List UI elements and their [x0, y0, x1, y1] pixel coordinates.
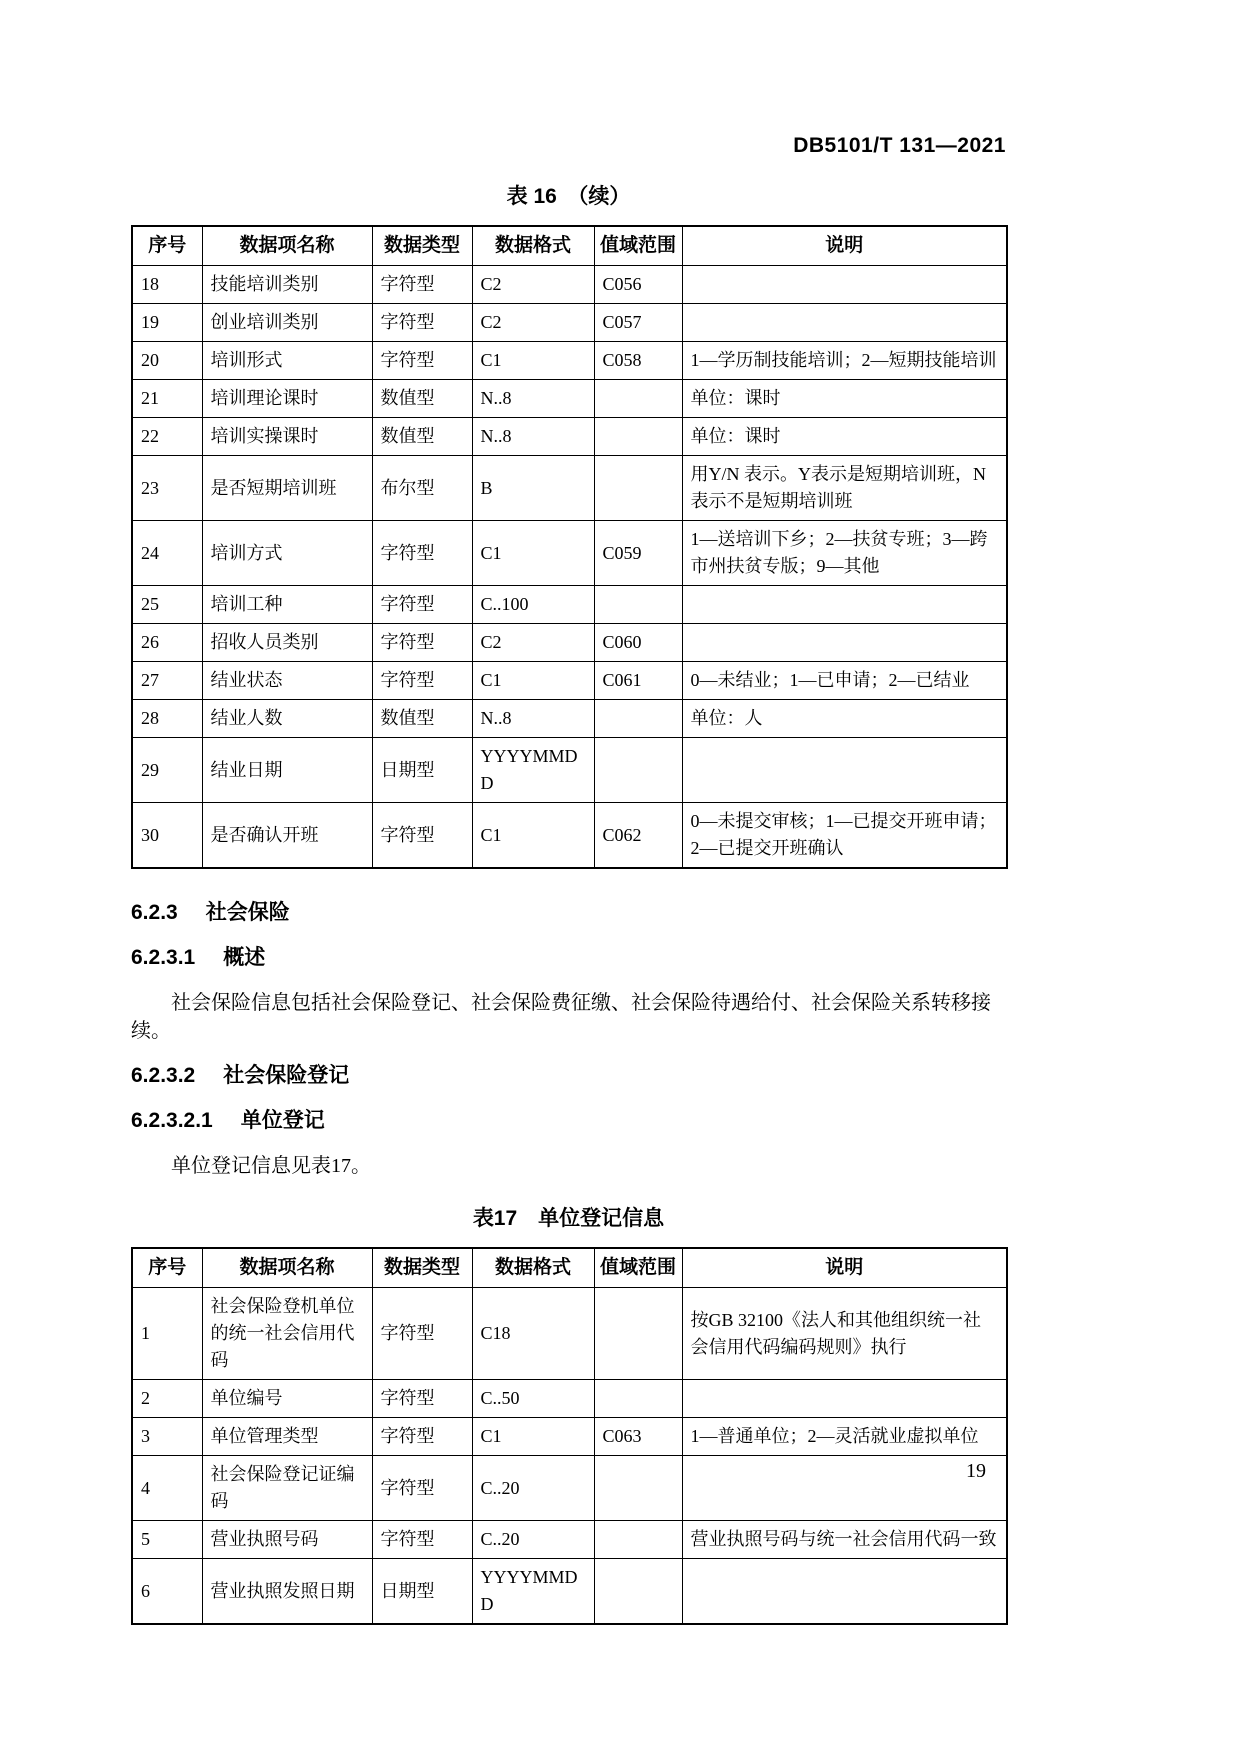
column-header: 值域范围 — [594, 226, 682, 266]
heading-6-2-3-1 — [131, 944, 1006, 972]
table-cell — [682, 1380, 1007, 1418]
table-cell: 结业状态 — [202, 662, 372, 700]
table-row — [132, 1380, 1007, 1418]
table-cell — [594, 586, 682, 624]
table-cell: 培训实操课时 — [202, 418, 372, 456]
heading-6-2-3-2 — [131, 1062, 1006, 1090]
table-cell: 日期型 — [372, 1559, 472, 1625]
table-cell: 单位：人 — [682, 700, 1007, 738]
table-cell: 技能培训类别 — [202, 266, 372, 304]
table-cell: 社会保险登机单位的统一社会信用代码 — [202, 1288, 372, 1380]
table-cell — [594, 738, 682, 803]
table17-header — [132, 1248, 1007, 1288]
table-cell: 招收人员类别 — [202, 624, 372, 662]
table-cell: C1 — [472, 662, 594, 700]
table-cell: 字符型 — [372, 662, 472, 700]
table-cell: 20 — [132, 342, 202, 380]
table-cell: 字符型 — [372, 521, 472, 586]
table-cell: 字符型 — [372, 1521, 472, 1559]
table-cell: 1—送培训下乡；2—扶贫专班；3—跨市州扶贫专版；9—其他 — [682, 521, 1007, 586]
table-cell: 字符型 — [372, 342, 472, 380]
table-cell — [594, 1288, 682, 1380]
table-cell: 21 — [132, 380, 202, 418]
table-cell: 是否短期培训班 — [202, 456, 372, 521]
table-cell: C..20 — [472, 1456, 594, 1521]
paragraph-overview: 社会保险信息包括社会保险登记、社会保险费征缴、社会保险待遇给付、社会保险关系转移接续。 — [131, 992, 991, 1042]
table-cell: 23 — [132, 456, 202, 521]
table-cell: N..8 — [472, 380, 594, 418]
table-cell: 字符型 — [372, 1288, 472, 1380]
table-cell: YYYYMMDD — [472, 738, 594, 803]
page-content — [131, 0, 1006, 1625]
table-cell: C060 — [594, 624, 682, 662]
table-cell — [682, 738, 1007, 803]
table-cell — [594, 700, 682, 738]
table-cell: 字符型 — [372, 266, 472, 304]
table-cell: 1 — [132, 1288, 202, 1380]
table-cell: 培训工种 — [202, 586, 372, 624]
table-cell: C056 — [594, 266, 682, 304]
table-cell: 27 — [132, 662, 202, 700]
table-cell — [594, 1521, 682, 1559]
column-header: 数据类型 — [372, 1248, 472, 1288]
heading-title: 社会保险 — [205, 901, 290, 924]
table-cell: 字符型 — [372, 1456, 472, 1521]
table-cell: C059 — [594, 521, 682, 586]
table-cell — [682, 266, 1007, 304]
table-cell: 29 — [132, 738, 202, 803]
table-cell: 1—普通单位；2—灵活就业虚拟单位 — [682, 1418, 1007, 1456]
table-cell: 字符型 — [372, 624, 472, 662]
table-cell: C..20 — [472, 1521, 594, 1559]
table-cell: 字符型 — [372, 1380, 472, 1418]
table-row — [132, 1418, 1007, 1456]
doc-number: DB5101/T 131—2021 — [793, 134, 1006, 157]
table-cell: C18 — [472, 1288, 594, 1380]
table-cell: 是否确认开班 — [202, 803, 372, 869]
column-header: 说明 — [682, 226, 1007, 266]
table-cell: 2 — [132, 1380, 202, 1418]
header-row — [132, 1248, 1007, 1288]
table-row — [132, 1288, 1007, 1380]
table-cell: C1 — [472, 1418, 594, 1456]
table-cell: C058 — [594, 342, 682, 380]
table-cell: 字符型 — [372, 304, 472, 342]
table-cell: 单位：课时 — [682, 418, 1007, 456]
heading-6-2-3 — [131, 899, 1006, 927]
table-cell: 6 — [132, 1559, 202, 1625]
table-cell — [682, 624, 1007, 662]
table-cell: 24 — [132, 521, 202, 586]
table-cell: 社会保险登记证编码 — [202, 1456, 372, 1521]
table-cell — [594, 1380, 682, 1418]
heading-title: 概述 — [223, 946, 266, 969]
table-cell: C057 — [594, 304, 682, 342]
table-cell: 营业执照号码 — [202, 1521, 372, 1559]
table-cell: C2 — [472, 624, 594, 662]
table-cell: C1 — [472, 342, 594, 380]
table-row — [132, 662, 1007, 700]
table-cell: 数值型 — [372, 418, 472, 456]
table16-header — [132, 226, 1007, 266]
paragraph-table17-intro: 单位登记信息见表17。 — [171, 1155, 371, 1177]
table-cell: 数值型 — [372, 700, 472, 738]
table-cell: 单位：课时 — [682, 380, 1007, 418]
table-row — [132, 266, 1007, 304]
table-cell: C1 — [472, 521, 594, 586]
table-cell: 单位管理类型 — [202, 1418, 372, 1456]
table-cell: 5 — [132, 1521, 202, 1559]
table-cell: 25 — [132, 586, 202, 624]
table-cell: N..8 — [472, 418, 594, 456]
table-cell: 结业人数 — [202, 700, 372, 738]
table-cell: C1 — [472, 803, 594, 869]
table-cell: 18 — [132, 266, 202, 304]
table-cell — [682, 586, 1007, 624]
table-cell — [594, 418, 682, 456]
heading-6-2-3-2-1 — [131, 1107, 1006, 1135]
table-cell: 26 — [132, 624, 202, 662]
table-cell — [594, 380, 682, 418]
table-cell — [594, 1559, 682, 1625]
table-row — [132, 342, 1007, 380]
header-row — [132, 226, 1007, 266]
table-cell: 30 — [132, 803, 202, 869]
table-cell: 1—学历制技能培训；2—短期技能培训 — [682, 342, 1007, 380]
column-header: 数据类型 — [372, 226, 472, 266]
table-cell: 22 — [132, 418, 202, 456]
table17-caption: 表17 单位登记信息 — [472, 1207, 665, 1230]
table-row — [132, 1521, 1007, 1559]
page-number: 19 — [966, 1460, 986, 1482]
table-cell: 培训方式 — [202, 521, 372, 586]
table-row — [132, 1559, 1007, 1625]
table-row — [132, 803, 1007, 869]
table16-body — [132, 266, 1007, 869]
table-row — [132, 738, 1007, 803]
table-cell — [594, 456, 682, 521]
table-cell — [682, 304, 1007, 342]
table-cell — [682, 1559, 1007, 1625]
table-cell: C063 — [594, 1418, 682, 1456]
table-row — [132, 586, 1007, 624]
table-cell: C..100 — [472, 586, 594, 624]
table-cell: 28 — [132, 700, 202, 738]
table17 — [131, 1247, 1008, 1625]
column-header: 数据项名称 — [202, 1248, 372, 1288]
table-cell: 培训形式 — [202, 342, 372, 380]
column-header: 序号 — [132, 1248, 202, 1288]
table16 — [131, 225, 1008, 869]
heading-number: 6.2.3.2 — [131, 1064, 196, 1087]
table-cell: C..50 — [472, 1380, 594, 1418]
heading-title: 社会保险登记 — [223, 1064, 350, 1087]
table16-caption: 表 16 （续） — [506, 185, 631, 208]
table-row — [132, 700, 1007, 738]
table-cell: C062 — [594, 803, 682, 869]
table-cell: 3 — [132, 1418, 202, 1456]
heading-number: 6.2.3.2.1 — [131, 1109, 213, 1132]
table17-body — [132, 1288, 1007, 1625]
table-cell: 数值型 — [372, 380, 472, 418]
table-cell: 结业日期 — [202, 738, 372, 803]
table-cell: YYYYMMDD — [472, 1559, 594, 1625]
table-cell: 单位编号 — [202, 1380, 372, 1418]
table-cell: 19 — [132, 304, 202, 342]
table-cell: N..8 — [472, 700, 594, 738]
table-cell: B — [472, 456, 594, 521]
table-cell: C2 — [472, 304, 594, 342]
table-cell: 培训理论课时 — [202, 380, 372, 418]
column-header: 数据项名称 — [202, 226, 372, 266]
column-header: 数据格式 — [472, 1248, 594, 1288]
table-row — [132, 624, 1007, 662]
heading-number: 6.2.3.1 — [131, 946, 196, 969]
table-cell: 用Y/N 表示。Y表示是短期培训班，N表示不是短期培训班 — [682, 456, 1007, 521]
column-header: 序号 — [132, 226, 202, 266]
table-cell: 4 — [132, 1456, 202, 1521]
table-cell: 0—未结业；1—已申请；2—已结业 — [682, 662, 1007, 700]
table-cell: 字符型 — [372, 803, 472, 869]
table-cell: 布尔型 — [372, 456, 472, 521]
table-cell: 字符型 — [372, 1418, 472, 1456]
table-cell: 日期型 — [372, 738, 472, 803]
table-cell: C2 — [472, 266, 594, 304]
table-cell: 创业培训类别 — [202, 304, 372, 342]
table-row — [132, 521, 1007, 586]
table-row — [132, 304, 1007, 342]
heading-title: 单位登记 — [240, 1109, 325, 1132]
table-cell: 字符型 — [372, 586, 472, 624]
table-cell: 营业执照号码与统一社会信用代码一致 — [682, 1521, 1007, 1559]
table-row — [132, 380, 1007, 418]
column-header: 值域范围 — [594, 1248, 682, 1288]
table-cell: 营业执照发照日期 — [202, 1559, 372, 1625]
table-row — [132, 418, 1007, 456]
table-cell: 0—未提交审核；1—已提交开班申请；2—已提交开班确认 — [682, 803, 1007, 869]
column-header: 说明 — [682, 1248, 1007, 1288]
doc-header — [131, 134, 1006, 158]
table-cell: 按GB 32100《法人和其他组织统一社会信用代码编码规则》执行 — [682, 1288, 1007, 1380]
heading-number: 6.2.3 — [131, 901, 178, 924]
table-cell: C061 — [594, 662, 682, 700]
column-header: 数据格式 — [472, 226, 594, 266]
table-row — [132, 456, 1007, 521]
